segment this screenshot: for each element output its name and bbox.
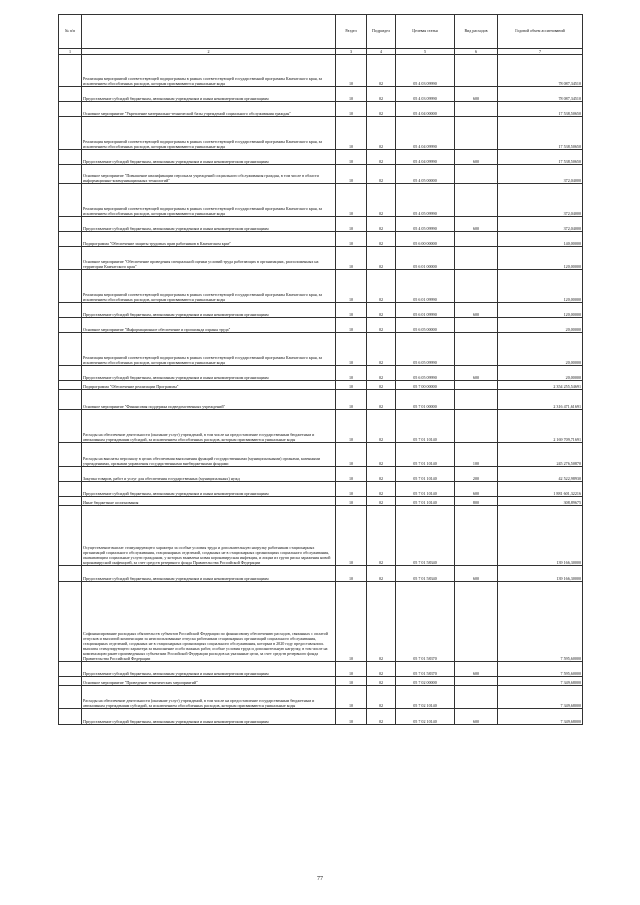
row-exp-type [455, 390, 498, 410]
row-num [59, 497, 82, 506]
row-target: 05 6 01 00000 [396, 247, 455, 270]
row-exp-type [455, 582, 498, 662]
row-name: Подпрограмма "Обеспечение реализации Программы" [82, 381, 336, 390]
row-num [59, 270, 82, 303]
row-target: 05 4 04 09990 [396, 150, 455, 165]
row-name: Реализация мероприятий соответствующей подпрограммы в рамках соответствующей государственной программы Камчатского края, за исключением обособленных расходов, которым присваиваются уникальные коды [82, 333, 336, 366]
row-num [59, 333, 82, 366]
row-num [59, 165, 82, 184]
row-subsection: 02 [367, 150, 396, 165]
table-row [59, 662, 583, 677]
table-row [59, 709, 583, 725]
row-section: 10 [336, 381, 367, 390]
row-subsection: 02 [367, 184, 396, 217]
row-exp-type [455, 102, 498, 117]
row-target: 05 4 04 09990 [396, 117, 455, 150]
row-name: Предоставление субсидий бюджетным, автономным учреждениям и иным некоммерческим организациям [82, 150, 336, 165]
budget-rows [59, 55, 583, 725]
row-amount: 308,89675 [498, 497, 583, 506]
row-name: Реализация мероприятий соответствующей подпрограммы в рамках соответствующей государственной программы Камчатского края, за исключением обособленных расходов, которым присваиваются уникальные коды [82, 55, 336, 87]
row-subsection: 02 [367, 117, 396, 150]
row-num [59, 366, 82, 381]
row-num [59, 247, 82, 270]
row-exp-type [455, 55, 498, 87]
row-amount: 120,00000 [498, 270, 583, 303]
row-subsection: 02 [367, 381, 396, 390]
row-amount: 7 349,68000 [498, 686, 583, 709]
row-section: 10 [336, 165, 367, 184]
row-name: Реализация мероприятий соответствующей подпрограммы в рамках соответствующей государственной программы Камчатского края, за исключением обособленных расходов, которым присваиваются уникальные коды [82, 117, 336, 150]
row-amount: 372,04000 [498, 217, 583, 232]
row-amount: 372,04000 [498, 165, 583, 184]
row-name: Предоставление субсидий бюджетным, автономным учреждениям и иным некоммерческим организациям [82, 366, 336, 381]
row-section: 10 [336, 333, 367, 366]
column-number: 2 [82, 49, 336, 55]
row-exp-type: 600 [455, 87, 498, 102]
row-num [59, 467, 82, 482]
row-section: 10 [336, 87, 367, 102]
row-target: 05 7 01 58370 [396, 582, 455, 662]
row-exp-type [455, 232, 498, 247]
row-target: 05 7 01 58370 [396, 662, 455, 677]
header-amount: Годовой объем ассигнований [498, 15, 583, 49]
row-subsection: 02 [367, 333, 396, 366]
row-target: 05 7 01 58340 [396, 566, 455, 582]
table-row [59, 677, 583, 686]
row-section: 10 [336, 366, 367, 381]
row-exp-type: 600 [455, 217, 498, 232]
row-target: 05 7 01 10140 [396, 497, 455, 506]
row-target: 05 4 05 09990 [396, 217, 455, 232]
header-target: Целевая статья [396, 15, 455, 49]
row-subsection: 02 [367, 410, 396, 443]
row-name: Осуществление выплат стимулирующего характера за особые условия труда и дополнительную нагрузку работникам стационарных организаций социального обслуживания, стационарных отделений, созданных не в стационарных организациях социального обслуживания, оказывающим социальные услуги гражданам, у которых выявлена новая коронавирусная инфекция, и лицам из групп риска заражения новой коронавирусной инфекцией, за счет средств резервного фонда Правительства Российской Федерации [82, 506, 336, 566]
row-section: 10 [336, 582, 367, 662]
header-num: № п/п [59, 15, 82, 49]
row-amount: 20,00000 [498, 333, 583, 366]
table-row [59, 87, 583, 102]
row-section: 10 [336, 410, 367, 443]
row-target: 05 7 01 10140 [396, 443, 455, 467]
row-name: Основное мероприятие "Укрепление материально-технической базы учреждений социального обслуживания граждан" [82, 102, 336, 117]
row-amount: 7 595,60000 [498, 662, 583, 677]
row-section: 10 [336, 566, 367, 582]
row-subsection: 02 [367, 217, 396, 232]
row-name: Подпрограмма "Обеспечение защиты трудовых прав работников в Камчатском крае" [82, 232, 336, 247]
row-name: Реализация мероприятий соответствующей подпрограммы в рамках соответствующей государственной программы Камчатского края, за исключением обособленных расходов, которым присваиваются уникальные коды [82, 184, 336, 217]
row-subsection: 02 [367, 566, 396, 582]
row-name: Основное мероприятие "Обеспечение проведения специальной оценки условий труда работающих в организациях, расположенных на территории Камчатского края" [82, 247, 336, 270]
row-num [59, 662, 82, 677]
row-amount: 120,00000 [498, 303, 583, 318]
row-num [59, 506, 82, 566]
row-name: Предоставление субсидий бюджетным, автономным учреждениям и иным некоммерческим организациям [82, 662, 336, 677]
row-amount: 2 169 709,71691 [498, 410, 583, 443]
row-section: 10 [336, 686, 367, 709]
row-num [59, 87, 82, 102]
row-section: 10 [336, 497, 367, 506]
table-row [59, 217, 583, 232]
column-number: 3 [336, 49, 367, 55]
row-target: 05 4 05 00000 [396, 165, 455, 184]
row-exp-type [455, 506, 498, 566]
row-num [59, 184, 82, 217]
row-name: Предоставление субсидий бюджетным, автономным учреждениям и иным некоммерческим организациям [82, 482, 336, 497]
row-section: 10 [336, 677, 367, 686]
row-section: 10 [336, 709, 367, 725]
row-subsection: 02 [367, 662, 396, 677]
row-subsection: 02 [367, 270, 396, 303]
row-num [59, 686, 82, 709]
row-name: Предоставление субсидий бюджетным, автономным учреждениям и иным некоммерческим организациям [82, 87, 336, 102]
row-exp-type [455, 247, 498, 270]
row-exp-type: 800 [455, 497, 498, 506]
row-section: 10 [336, 303, 367, 318]
row-exp-type [455, 677, 498, 686]
row-name: Предоставление субсидий бюджетным, автономным учреждениям и иным некоммерческим организациям [82, 303, 336, 318]
row-section: 10 [336, 55, 367, 87]
row-target: 05 6 01 09990 [396, 270, 455, 303]
row-subsection: 02 [367, 247, 396, 270]
row-amount: 7 349,68000 [498, 709, 583, 725]
row-num [59, 303, 82, 318]
row-section: 10 [336, 150, 367, 165]
row-num [59, 381, 82, 390]
row-exp-type: 200 [455, 467, 498, 482]
row-subsection: 02 [367, 303, 396, 318]
row-target: 05 7 01 10140 [396, 467, 455, 482]
row-num [59, 150, 82, 165]
row-name: Иные бюджетные ассигнования [82, 497, 336, 506]
row-amount: 139 166,30000 [498, 566, 583, 582]
row-exp-type [455, 686, 498, 709]
row-subsection: 02 [367, 366, 396, 381]
table-row [59, 247, 583, 270]
row-target: 05 6 00 00000 [396, 232, 455, 247]
row-section: 10 [336, 506, 367, 566]
table-row [59, 497, 583, 506]
row-amount: 20,00000 [498, 366, 583, 381]
table-row [59, 443, 583, 467]
row-name: Расходы на обеспечение деятельности (оказание услуг) учреждений, в том числе на предоставление государственным бюджетным и автономным учреждениям субсидий, за исключением обособленных расходов, которым присваиваются уникальные коды [82, 686, 336, 709]
row-exp-type: 600 [455, 366, 498, 381]
row-amount: 120,00000 [498, 247, 583, 270]
row-section: 10 [336, 318, 367, 333]
row-num [59, 217, 82, 232]
row-target: 05 7 02 10140 [396, 709, 455, 725]
row-exp-type [455, 117, 498, 150]
row-name: Основное мероприятие "Информационное обеспечение и пропаганда охраны труда" [82, 318, 336, 333]
table-row [59, 686, 583, 709]
row-section: 10 [336, 467, 367, 482]
row-subsection: 02 [367, 390, 396, 410]
row-name: Расходы на выплаты персоналу в целях обеспечения выполнения функций государственными (муниципальными) органами, казенными учреждениями, органами управления государственными внебюджетными фондами [82, 443, 336, 467]
row-section: 10 [336, 117, 367, 150]
row-name: Предоставление субсидий бюджетным, автономным учреждениям и иным некоммерческим организациям [82, 217, 336, 232]
table-row [59, 150, 583, 165]
row-section: 10 [336, 482, 367, 497]
row-num [59, 410, 82, 443]
row-target: 05 7 01 10140 [396, 410, 455, 443]
row-name: Расходы на обеспечение деятельности (оказание услуг) учреждений, в том числе на предоставление государственным бюджетным и автономным учреждениям субсидий, за исключением обособленных расходов, которым присваиваются уникальные коды [82, 410, 336, 443]
row-exp-type: 600 [455, 482, 498, 497]
row-amount: 139 166,30000 [498, 506, 583, 566]
row-amount: 2 316 471,61691 [498, 390, 583, 410]
table-row [59, 333, 583, 366]
row-name: Софинансирование расходных обязательств субъектов Российской Федерации по финансовому обеспечению расходов, связанных с оплатой отпусков и выплатой компенсации за неиспользованные отпуска работникам стационарных организаций социального обслуживания, стационарных отделений, созданных не в стационарных организациях социального обслуживания, которым в 2020 году предоставлялись выплаты стимулирующего характера за выполнение особо важных работ, особые условия труда и дополнительную нагрузку, в том числе на компенсацию ранее произведенных субъектами Российской Федерации расходов на указанные цели, за счет средств резервного фонда Правительства Российской Федерации [82, 582, 336, 662]
row-target: 05 7 02 00000 [396, 677, 455, 686]
row-num [59, 55, 82, 87]
row-name: Закупка товаров, работ и услуг для обеспечения государственных (муниципальных) нужд [82, 467, 336, 482]
row-amount: 42 522,98930 [498, 467, 583, 482]
row-subsection: 02 [367, 165, 396, 184]
table-row [59, 270, 583, 303]
row-target: 05 4 03 09990 [396, 87, 455, 102]
header-row [59, 15, 583, 49]
page-number: 77 [317, 876, 323, 882]
row-subsection: 02 [367, 686, 396, 709]
row-target: 05 6 05 09990 [396, 333, 455, 366]
row-num [59, 677, 82, 686]
row-name: Предоставление субсидий бюджетным, автономным учреждениям и иным некоммерческим организациям [82, 566, 336, 582]
row-num [59, 318, 82, 333]
budget-table [58, 14, 583, 725]
row-exp-type [455, 410, 498, 443]
header-section: Раздел [336, 15, 367, 49]
table-row [59, 184, 583, 217]
row-exp-type: 600 [455, 303, 498, 318]
row-exp-type [455, 165, 498, 184]
column-number: 4 [367, 49, 396, 55]
row-amount: 17 538,50650 [498, 150, 583, 165]
row-target: 05 7 01 10140 [396, 482, 455, 497]
row-subsection: 02 [367, 102, 396, 117]
row-num [59, 709, 82, 725]
row-amount: 2 354 255,54691 [498, 381, 583, 390]
row-target: 05 6 05 00000 [396, 318, 455, 333]
row-subsection: 02 [367, 87, 396, 102]
table-row [59, 318, 583, 333]
table-row [59, 390, 583, 410]
row-subsection: 02 [367, 582, 396, 662]
row-amount: 372,04000 [498, 184, 583, 217]
row-section: 10 [336, 662, 367, 677]
row-subsection: 02 [367, 318, 396, 333]
row-num [59, 117, 82, 150]
table-row [59, 410, 583, 443]
row-amount: 140,00000 [498, 232, 583, 247]
row-name: Предоставление субсидий бюджетным, автономным учреждениям и иным некоммерческим организациям [82, 709, 336, 725]
row-num [59, 232, 82, 247]
row-target: 05 7 01 00000 [396, 390, 455, 410]
row-num [59, 102, 82, 117]
table-row [59, 165, 583, 184]
budget-sheet [58, 14, 582, 725]
table-row [59, 232, 583, 247]
row-amount: 78 087,34510 [498, 87, 583, 102]
row-section: 10 [336, 390, 367, 410]
row-amount: 20,00000 [498, 318, 583, 333]
row-amount: 78 087,34510 [498, 55, 583, 87]
header-subsection: Подраздел [367, 15, 396, 49]
row-target: 05 7 00 00000 [396, 381, 455, 390]
row-target: 05 7 01 58340 [396, 506, 455, 566]
row-amount: 7 349,68000 [498, 677, 583, 686]
table-row [59, 582, 583, 662]
row-section: 10 [336, 270, 367, 303]
row-name: Реализация мероприятий соответствующей подпрограммы в рамках соответствующей государственной программы Камчатского края, за исключением обособленных расходов, которым присваиваются уникальные коды [82, 270, 336, 303]
column-number: 6 [455, 49, 498, 55]
row-amount: 245 276,50870 [498, 443, 583, 467]
table-row [59, 381, 583, 390]
row-exp-type [455, 333, 498, 366]
header-exp-type: Вид расходов [455, 15, 498, 49]
column-number: 5 [396, 49, 455, 55]
table-row [59, 506, 583, 566]
row-exp-type [455, 184, 498, 217]
table-row [59, 303, 583, 318]
row-target: 05 4 05 09990 [396, 184, 455, 217]
row-section: 10 [336, 232, 367, 247]
column-number: 1 [59, 49, 82, 55]
row-target: 05 6 05 09990 [396, 366, 455, 381]
row-num [59, 566, 82, 582]
row-subsection: 02 [367, 482, 396, 497]
row-exp-type [455, 270, 498, 303]
header-name [82, 15, 336, 49]
row-subsection: 02 [367, 443, 396, 467]
row-target: 05 4 04 00000 [396, 102, 455, 117]
row-target: 05 4 03 09990 [396, 55, 455, 87]
table-row [59, 366, 583, 381]
row-amount: 17 538,50650 [498, 117, 583, 150]
row-exp-type: 100 [455, 443, 498, 467]
table-row [59, 102, 583, 117]
row-subsection: 02 [367, 709, 396, 725]
row-name: Основное мероприятие "Финансовая поддержка подведомственных учреждений" [82, 390, 336, 410]
row-subsection: 02 [367, 232, 396, 247]
row-section: 10 [336, 102, 367, 117]
row-section: 10 [336, 217, 367, 232]
row-exp-type: 600 [455, 709, 498, 725]
row-name: Основное мероприятие "Проведение тематических мероприятий" [82, 677, 336, 686]
row-subsection: 02 [367, 506, 396, 566]
row-subsection: 02 [367, 55, 396, 87]
row-num [59, 482, 82, 497]
table-row [59, 482, 583, 497]
row-amount: 7 595,60000 [498, 582, 583, 662]
row-subsection: 02 [367, 677, 396, 686]
row-section: 10 [336, 443, 367, 467]
row-amount: 1 881 601,32216 [498, 482, 583, 497]
table-row [59, 117, 583, 150]
table-row [59, 467, 583, 482]
row-num [59, 390, 82, 410]
row-subsection: 02 [367, 497, 396, 506]
row-section: 10 [336, 184, 367, 217]
row-exp-type [455, 318, 498, 333]
row-target: 05 6 01 09990 [396, 303, 455, 318]
row-name: Основное мероприятие "Повышение квалификации персонала учреждений социального обслуживания граждан, в том числе в области информационно-коммуникационных технологий" [82, 165, 336, 184]
column-number: 7 [498, 49, 583, 55]
table-row [59, 566, 583, 582]
row-section: 10 [336, 247, 367, 270]
row-target: 05 7 02 10140 [396, 686, 455, 709]
row-exp-type: 600 [455, 150, 498, 165]
row-subsection: 02 [367, 467, 396, 482]
row-exp-type: 600 [455, 566, 498, 582]
row-exp-type [455, 381, 498, 390]
row-amount: 17 538,50650 [498, 102, 583, 117]
row-num [59, 443, 82, 467]
table-row [59, 55, 583, 87]
row-num [59, 582, 82, 662]
row-exp-type: 600 [455, 662, 498, 677]
